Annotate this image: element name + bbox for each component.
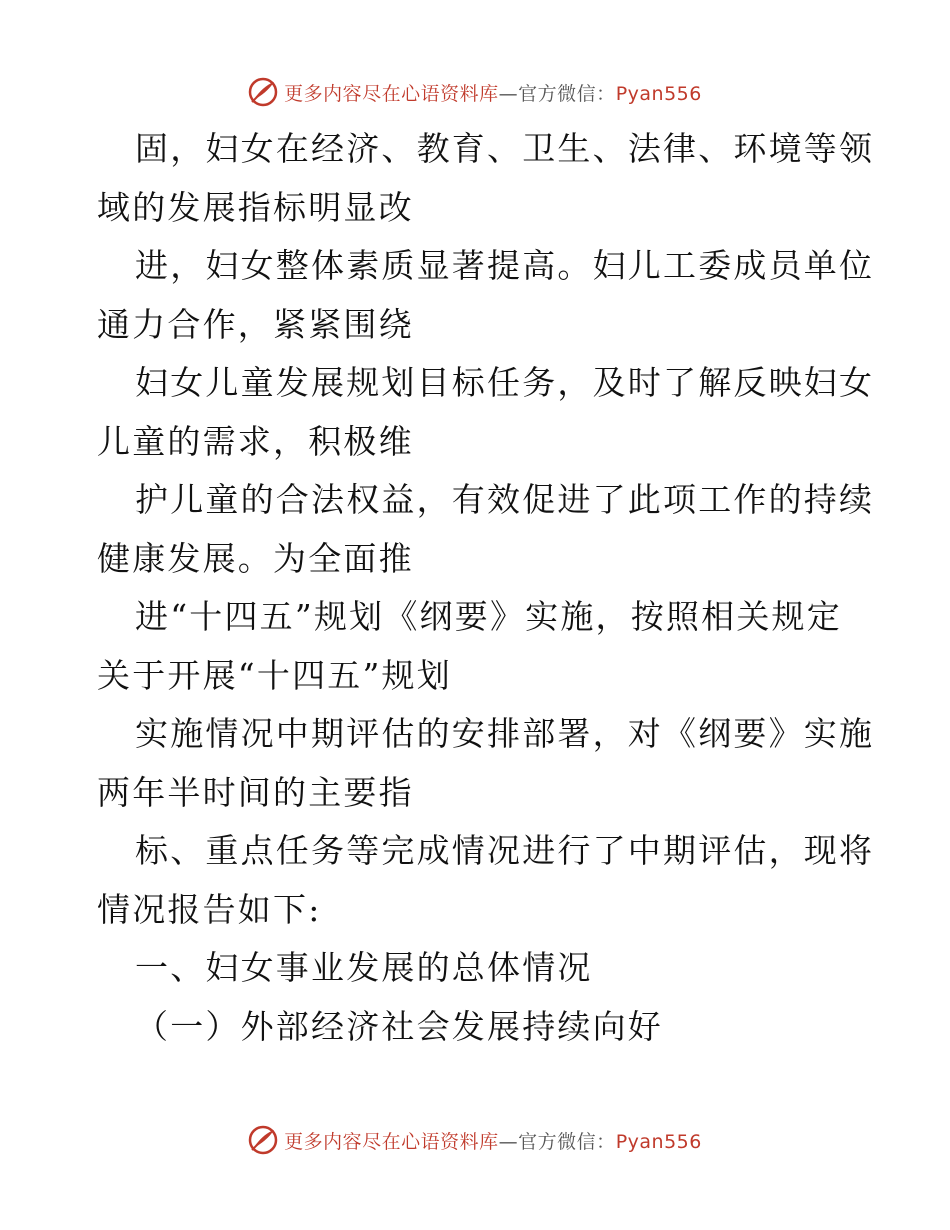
document-body: [97, 120, 875, 1056]
body-line: 实施情况中期评估的安排部署，对《纲要》实施: [135, 714, 875, 753]
watermark-wechat-label: 官方微信：: [518, 1130, 616, 1153]
quill-pen-logo-icon: [248, 77, 278, 107]
body-line: 域的发展指标明显改: [97, 187, 414, 227]
footer-watermark-banner: [0, 1120, 950, 1160]
watermark-separator: —: [498, 1130, 519, 1153]
watermark-wechat-id: Pyan556: [615, 1130, 702, 1153]
body-line: 标、重点任务等完成情况进行了中期评估，现将: [135, 831, 875, 870]
watermark-text: [284, 79, 702, 106]
watermark-wechat-id: Pyan556: [615, 82, 702, 105]
body-line: 健康发展。为全面推: [97, 538, 414, 578]
body-line: 进“十四五”规划《纲要》实施，按照相关规定: [135, 597, 842, 636]
body-line: 进，妇女整体素质显著提高。妇儿工委成员单位: [135, 246, 875, 285]
body-line: 护儿童的合法权益，有效促进了此项工作的持续: [135, 480, 875, 519]
watermark-site-name: 更多内容尽在心语资料库: [284, 1130, 499, 1153]
body-line: 儿童的需求，积极维: [97, 421, 414, 461]
body-line: 妇女儿童发展规划目标任务，及时了解反映妇女: [135, 363, 875, 402]
watermark-text: [284, 1127, 702, 1154]
header-watermark-banner: [0, 72, 950, 112]
body-line: 固，妇女在经济、教育、卫生、法律、环境等领: [135, 129, 875, 168]
body-line: 两年半时间的主要指: [97, 772, 414, 812]
subsection-heading: （一）外部经济社会发展持续向好: [135, 1006, 663, 1046]
body-line: 通力合作，紧紧围绕: [97, 304, 414, 344]
section-heading: 一、妇女事业发展的总体情况: [135, 948, 593, 987]
watermark-separator: —: [498, 82, 519, 105]
quill-pen-logo-icon: [248, 1125, 278, 1155]
body-line: 关于开展“十四五”规划: [97, 655, 452, 695]
watermark-site-name: 更多内容尽在心语资料库: [284, 82, 499, 105]
watermark-wechat-label: 官方微信：: [518, 82, 616, 105]
body-line: 情况报告如下:: [97, 889, 322, 929]
